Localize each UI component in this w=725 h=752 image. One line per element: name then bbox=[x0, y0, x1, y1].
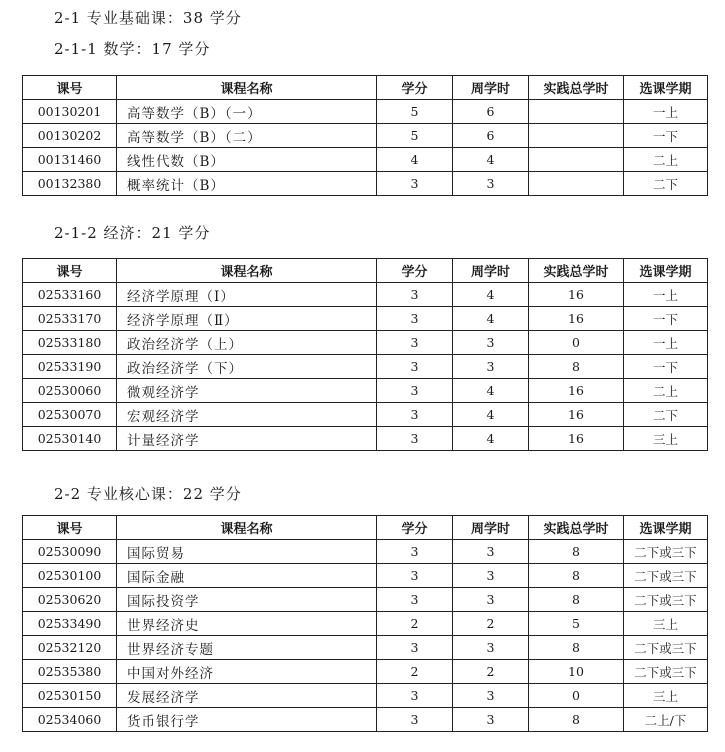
cell-credits: 5 bbox=[377, 124, 453, 148]
cell-weekly-hours: 3 bbox=[453, 684, 529, 708]
table-row bbox=[23, 355, 708, 379]
cell-practice-hours: 5 bbox=[529, 612, 624, 636]
core-course-table bbox=[22, 515, 708, 732]
cell-semester: 二上 bbox=[624, 379, 708, 403]
cell-weekly-hours: 4 bbox=[453, 307, 529, 331]
cell-practice-hours: 16 bbox=[529, 307, 624, 331]
cell-course-id: 00130201 bbox=[23, 100, 117, 124]
cell-semester: 一下 bbox=[624, 307, 708, 331]
cell-semester: 二下或三下 bbox=[624, 588, 708, 612]
cell-semester: 三上 bbox=[624, 684, 708, 708]
cell-credits: 3 bbox=[377, 684, 453, 708]
cell-semester: 一上 bbox=[624, 331, 708, 355]
cell-practice-hours: 8 bbox=[529, 636, 624, 660]
cell-credits: 3 bbox=[377, 403, 453, 427]
table-row bbox=[23, 172, 708, 196]
cell-practice-hours bbox=[529, 172, 624, 196]
header-credits: 学分 bbox=[377, 516, 453, 540]
table-row bbox=[23, 708, 708, 732]
cell-semester: 二下或三下 bbox=[624, 660, 708, 684]
section-heading-2-1: 2-1 专业基础课：38 学分 bbox=[54, 9, 242, 27]
cell-course-name: 高等数学（B）（二） bbox=[117, 124, 377, 148]
header-weekly-hours: 周学时 bbox=[453, 516, 529, 540]
header-course-id: 课号 bbox=[23, 516, 117, 540]
math-course-table bbox=[22, 75, 708, 196]
cell-course-id: 02535380 bbox=[23, 660, 117, 684]
header-weekly-hours: 周学时 bbox=[453, 259, 529, 283]
cell-course-id: 02533180 bbox=[23, 331, 117, 355]
cell-practice-hours bbox=[529, 148, 624, 172]
cell-course-id: 02530150 bbox=[23, 684, 117, 708]
cell-weekly-hours: 4 bbox=[453, 148, 529, 172]
cell-practice-hours: 8 bbox=[529, 564, 624, 588]
header-practice-hours: 实践总学时 bbox=[529, 516, 624, 540]
cell-course-id: 02530060 bbox=[23, 379, 117, 403]
cell-credits: 3 bbox=[377, 331, 453, 355]
cell-course-id: 02532120 bbox=[23, 636, 117, 660]
cell-course-id: 02533160 bbox=[23, 283, 117, 307]
cell-course-name: 经济学原理（Ⅱ） bbox=[117, 307, 377, 331]
cell-course-id: 02530100 bbox=[23, 564, 117, 588]
cell-semester: 二上/下 bbox=[624, 708, 708, 732]
cell-course-id: 02530620 bbox=[23, 588, 117, 612]
cell-practice-hours: 8 bbox=[529, 708, 624, 732]
header-weekly-hours: 周学时 bbox=[453, 76, 529, 100]
cell-semester: 一上 bbox=[624, 100, 708, 124]
cell-weekly-hours: 4 bbox=[453, 427, 529, 451]
cell-credits: 2 bbox=[377, 612, 453, 636]
cell-practice-hours bbox=[529, 124, 624, 148]
header-row bbox=[23, 259, 708, 283]
table-row bbox=[23, 331, 708, 355]
cell-course-name: 国际贸易 bbox=[117, 540, 377, 564]
cell-semester: 二下或三下 bbox=[624, 540, 708, 564]
cell-course-name: 政治经济学（下） bbox=[117, 355, 377, 379]
cell-course-id: 00130202 bbox=[23, 124, 117, 148]
cell-credits: 5 bbox=[377, 100, 453, 124]
cell-credits: 3 bbox=[377, 564, 453, 588]
cell-course-id: 00131460 bbox=[23, 148, 117, 172]
cell-course-name: 概率统计（B） bbox=[117, 172, 377, 196]
cell-course-name: 中国对外经济 bbox=[117, 660, 377, 684]
header-credits: 学分 bbox=[377, 76, 453, 100]
header-course-name: 课程名称 bbox=[117, 76, 377, 100]
cell-weekly-hours: 4 bbox=[453, 403, 529, 427]
cell-credits: 3 bbox=[377, 307, 453, 331]
cell-practice-hours: 0 bbox=[529, 684, 624, 708]
table-row bbox=[23, 427, 708, 451]
cell-practice-hours: 10 bbox=[529, 660, 624, 684]
cell-weekly-hours: 2 bbox=[453, 612, 529, 636]
cell-course-id: 02530140 bbox=[23, 427, 117, 451]
cell-course-name: 高等数学（B）（一） bbox=[117, 100, 377, 124]
cell-course-name: 发展经济学 bbox=[117, 684, 377, 708]
cell-credits: 3 bbox=[377, 283, 453, 307]
table-row bbox=[23, 124, 708, 148]
cell-weekly-hours: 3 bbox=[453, 588, 529, 612]
cell-semester: 二下 bbox=[624, 403, 708, 427]
cell-credits: 3 bbox=[377, 379, 453, 403]
cell-weekly-hours: 4 bbox=[453, 283, 529, 307]
header-credits: 学分 bbox=[377, 259, 453, 283]
table-row bbox=[23, 564, 708, 588]
header-semester: 选课学期 bbox=[624, 516, 708, 540]
cell-course-id: 02530070 bbox=[23, 403, 117, 427]
cell-credits: 3 bbox=[377, 172, 453, 196]
cell-course-name: 国际投资学 bbox=[117, 588, 377, 612]
cell-course-id: 02530090 bbox=[23, 540, 117, 564]
cell-weekly-hours: 3 bbox=[453, 540, 529, 564]
cell-course-name: 微观经济学 bbox=[117, 379, 377, 403]
cell-practice-hours: 16 bbox=[529, 427, 624, 451]
cell-weekly-hours: 3 bbox=[453, 708, 529, 732]
cell-practice-hours: 16 bbox=[529, 283, 624, 307]
cell-course-name: 宏观经济学 bbox=[117, 403, 377, 427]
cell-course-id: 00132380 bbox=[23, 172, 117, 196]
cell-practice-hours: 8 bbox=[529, 540, 624, 564]
table-row bbox=[23, 379, 708, 403]
cell-course-name: 经济学原理（Ⅰ） bbox=[117, 283, 377, 307]
header-semester: 选课学期 bbox=[624, 259, 708, 283]
cell-credits: 3 bbox=[377, 708, 453, 732]
cell-weekly-hours: 3 bbox=[453, 564, 529, 588]
cell-course-id: 02534060 bbox=[23, 708, 117, 732]
cell-semester: 二下或三下 bbox=[624, 636, 708, 660]
cell-weekly-hours: 6 bbox=[453, 100, 529, 124]
cell-credits: 3 bbox=[377, 427, 453, 451]
header-row bbox=[23, 76, 708, 100]
cell-credits: 3 bbox=[377, 540, 453, 564]
cell-course-id: 02533170 bbox=[23, 307, 117, 331]
table-row bbox=[23, 148, 708, 172]
table-row bbox=[23, 636, 708, 660]
table-row bbox=[23, 588, 708, 612]
header-practice-hours: 实践总学时 bbox=[529, 259, 624, 283]
cell-semester: 一上 bbox=[624, 283, 708, 307]
cell-semester: 二下或三下 bbox=[624, 564, 708, 588]
cell-course-id: 02533190 bbox=[23, 355, 117, 379]
cell-course-name: 货币银行学 bbox=[117, 708, 377, 732]
cell-course-name: 线性代数（B） bbox=[117, 148, 377, 172]
cell-course-name: 政治经济学（上） bbox=[117, 331, 377, 355]
cell-course-name: 世界经济专题 bbox=[117, 636, 377, 660]
cell-semester: 一下 bbox=[624, 355, 708, 379]
table-row bbox=[23, 612, 708, 636]
cell-weekly-hours: 3 bbox=[453, 355, 529, 379]
cell-semester: 二下 bbox=[624, 172, 708, 196]
table-row bbox=[23, 403, 708, 427]
cell-course-name: 计量经济学 bbox=[117, 427, 377, 451]
section-heading-2-1-1: 2-1-1 数学：17 学分 bbox=[54, 40, 211, 58]
cell-practice-hours: 16 bbox=[529, 403, 624, 427]
table-row bbox=[23, 660, 708, 684]
cell-practice-hours: 8 bbox=[529, 588, 624, 612]
cell-credits: 3 bbox=[377, 355, 453, 379]
cell-weekly-hours: 3 bbox=[453, 331, 529, 355]
header-course-name: 课程名称 bbox=[117, 259, 377, 283]
table-row bbox=[23, 540, 708, 564]
table-row bbox=[23, 684, 708, 708]
cell-credits: 2 bbox=[377, 660, 453, 684]
cell-credits: 3 bbox=[377, 588, 453, 612]
table-row bbox=[23, 307, 708, 331]
header-semester: 选课学期 bbox=[624, 76, 708, 100]
table-row bbox=[23, 100, 708, 124]
cell-semester: 一下 bbox=[624, 124, 708, 148]
cell-practice-hours: 8 bbox=[529, 355, 624, 379]
cell-semester: 三上 bbox=[624, 427, 708, 451]
cell-credits: 3 bbox=[377, 636, 453, 660]
cell-semester: 二上 bbox=[624, 148, 708, 172]
cell-practice-hours: 16 bbox=[529, 379, 624, 403]
header-practice-hours: 实践总学时 bbox=[529, 76, 624, 100]
header-course-id: 课号 bbox=[23, 259, 117, 283]
cell-weekly-hours: 3 bbox=[453, 636, 529, 660]
cell-practice-hours: 0 bbox=[529, 331, 624, 355]
cell-credits: 4 bbox=[377, 148, 453, 172]
header-course-name: 课程名称 bbox=[117, 516, 377, 540]
header-course-id: 课号 bbox=[23, 76, 117, 100]
cell-weekly-hours: 2 bbox=[453, 660, 529, 684]
cell-course-name: 国际金融 bbox=[117, 564, 377, 588]
section-heading-2-1-2: 2-1-2 经济：21 学分 bbox=[54, 224, 211, 242]
cell-weekly-hours: 6 bbox=[453, 124, 529, 148]
cell-course-name: 世界经济史 bbox=[117, 612, 377, 636]
cell-practice-hours bbox=[529, 100, 624, 124]
cell-weekly-hours: 4 bbox=[453, 379, 529, 403]
table-row bbox=[23, 283, 708, 307]
cell-weekly-hours: 3 bbox=[453, 172, 529, 196]
economics-course-table bbox=[22, 258, 708, 451]
section-heading-2-2: 2-2 专业核心课：22 学分 bbox=[54, 485, 242, 503]
cell-course-id: 02533490 bbox=[23, 612, 117, 636]
header-row bbox=[23, 516, 708, 540]
cell-semester: 三上 bbox=[624, 612, 708, 636]
